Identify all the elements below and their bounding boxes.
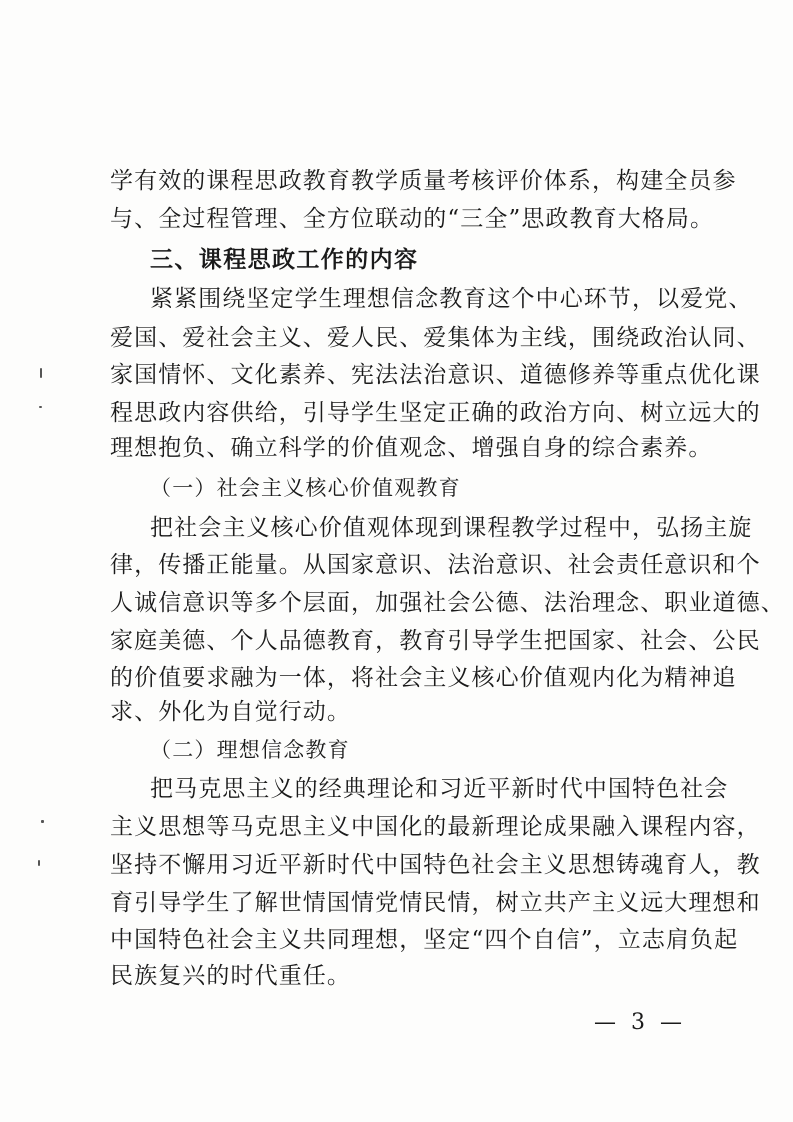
paragraph-line: 坚持不懈用习近平新时代中国特色社会主义思想铸魂育人，教: [110, 852, 761, 878]
section-heading: 三、课程思政工作的内容: [150, 247, 419, 273]
scan-mark: [40, 368, 42, 378]
scan-mark: [41, 820, 44, 823]
paragraph-line: 民族复兴的时代重任。: [110, 963, 351, 989]
scan-mark: [38, 860, 40, 866]
scan-mark: [39, 406, 42, 408]
paragraph-line: 爱国、爱社会主义、爱人民、爱集体为主线，围绕政治认同、: [110, 325, 761, 351]
paragraph-line: 家庭美德、个人品德教育，教育引导学生把国家、社会、公民: [110, 628, 761, 654]
paragraph-line: 的价值要求融为一体，将社会主义核心价值观内化为精神追: [110, 665, 737, 691]
paragraph-line: 学有效的课程思政教育教学质量考核评价体系，构建全员参: [110, 168, 737, 194]
page-number: — 3 —: [594, 1010, 686, 1035]
paragraph-line: 主义思想等马克思主义中国化的最新理论成果融入课程内容，: [110, 814, 761, 840]
subsection-heading: （二）理想信念教育: [150, 738, 350, 762]
paragraph-line: 紧紧围绕坚定学生理想信念教育这个中心环节，以爱党、: [150, 286, 753, 312]
subsection-heading: （一）社会主义核心价值观教育: [150, 476, 461, 500]
paragraph-line: 理想抱负、确立科学的价值观念、增强自身的综合素养。: [110, 435, 713, 461]
paragraph-line: 人诚信意识等多个层面，加强社会公德、法治理念、职业道德、: [110, 590, 785, 616]
paragraph-line: 程思政内容供给，引导学生坚定正确的政治方向、树立远大的: [110, 400, 761, 426]
paragraph-line: 家国情怀、文化素养、宪法法治意识、道德修养等重点优化课: [110, 362, 761, 388]
paragraph-line: 求、外化为自觉行动。: [110, 699, 351, 725]
paragraph-line: 中国特色社会主义共同理想，坚定“四个自信”，立志肩负起: [110, 927, 739, 953]
paragraph-line: 律，传播正能量。从国家意识、法治意识、社会责任意识和个: [110, 552, 761, 578]
paragraph-line: 育引导学生了解世情国情党情民情，树立共产主义远大理想和: [110, 890, 761, 916]
paragraph-line: 把马克思主义的经典理论和习近平新时代中国特色社会: [150, 776, 729, 802]
paragraph-line: 把社会主义核心价值观体现到课程教学过程中，弘扬主旋: [150, 515, 753, 541]
paragraph-line: 与、全过程管理、全方位联动的“三全”思政教育大格局。: [110, 206, 715, 232]
